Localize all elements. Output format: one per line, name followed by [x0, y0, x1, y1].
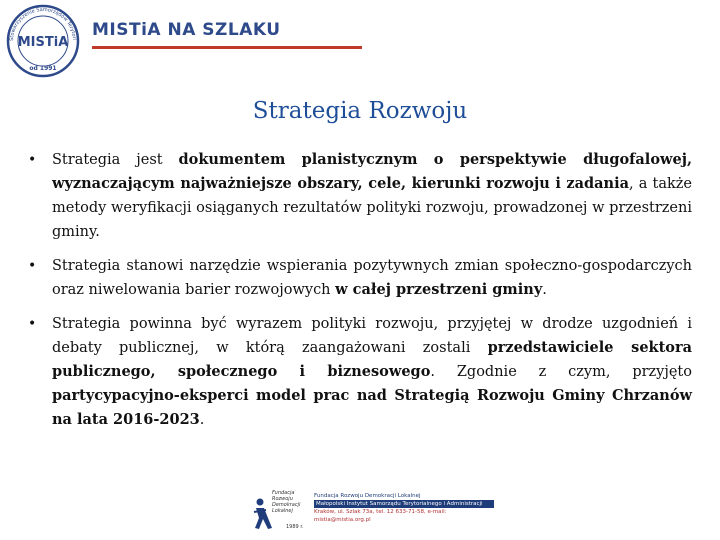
header-divider	[92, 46, 362, 49]
footer-org-line: Fundacja Rozwoju Demokracji Lokalnej	[314, 493, 421, 499]
page-title: Strategia Rozwoju	[252, 98, 468, 124]
seal-center-text: MISTiA	[17, 35, 69, 50]
bullet-item	[28, 254, 692, 302]
bullet-list	[28, 148, 692, 442]
footer-logo-caption: Fundacja Rozwoju Demokracji Lokalnej	[272, 490, 301, 514]
bullet-item	[28, 148, 692, 244]
bullet-text-bold: dokumentem planistycznym o perspektywie długofalowej, wyznaczającym najważniejsze obszary, cele, kierunki rozwoju i zadania	[52, 151, 692, 192]
bullet-text-bold: przedstawiciele sektora publicznego, społecznego i biznesowego	[52, 339, 692, 380]
bullet-text: Strategia powinna być wyrazem polityki rozwoju, przyjętej w drodze uzgodnień i debaty publicznej, w którą zaangażowani zostali	[52, 316, 692, 356]
bullet-text-bold: partycypacyjno-eksperci model prac nad Strategią Rozwoju Gminy Chrzanów na lata 2016-2023	[52, 387, 692, 428]
footer-contact: Kraków, ul. Szlak 73a, tel. 12 633-71-58, e-mail: mistia@mistia.org.pl	[314, 509, 447, 523]
bullet-text: Strategia stanowi narzędzie wspierania pozytywnych zmian społeczno-gospodarczych oraz niwelowania barier rozwojowych	[52, 258, 692, 298]
bullet-icon: •	[28, 152, 37, 168]
bullet-text: , a także metody weryfikacji osiąganych rezultatów polityki rozwoju, prowadzonej w przestrzeni gminy.	[52, 176, 693, 240]
mistia-seal-logo	[6, 4, 80, 78]
brand-name: MISTiA NA SZLAKU	[92, 20, 281, 40]
footer-year: 1989 r.	[286, 524, 304, 530]
bullet-text: . Zgodnie z czym, przyjęto	[430, 364, 692, 380]
bullet-text: .	[199, 412, 205, 428]
bullet-icon: •	[28, 316, 37, 332]
bullet-text: Strategia jest	[52, 152, 179, 168]
footer-organization	[314, 492, 494, 524]
seal-arc-text: Stowarzyszenie Samorządów Terytori	[8, 6, 77, 42]
footer-org-line: Małopolski Instytut Samorządu Terytorialnego i Administracji	[314, 500, 494, 508]
bullet-text-bold: w całej przestrzeni gminy	[335, 281, 543, 298]
bullet-icon: •	[28, 258, 37, 274]
bullet-text: .	[542, 282, 547, 298]
bullet-item	[28, 312, 692, 432]
seal-bottom-text: od 1991	[29, 65, 57, 72]
